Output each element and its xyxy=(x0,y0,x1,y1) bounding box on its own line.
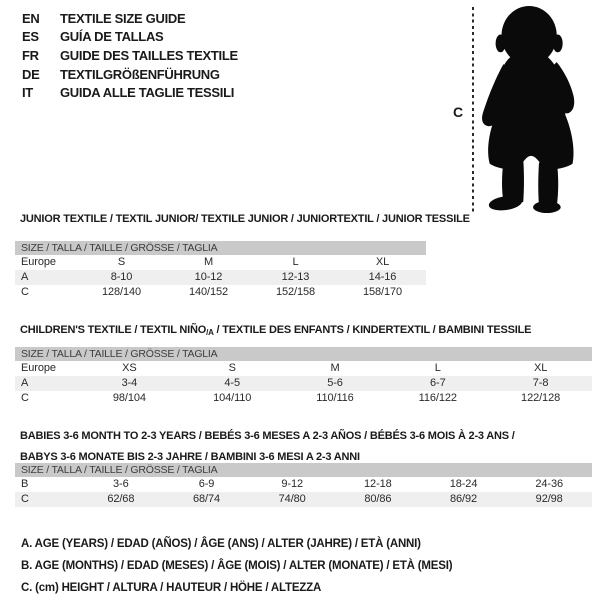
row-label: A xyxy=(21,377,29,389)
age-cell: 14-16 xyxy=(368,271,397,283)
lang-title: GUIDA ALLE TAGLIE TESSILI xyxy=(60,85,235,101)
age-cell: 7-8 xyxy=(532,377,549,389)
lang-row-de xyxy=(22,65,238,84)
months-cell: 3-6 xyxy=(113,478,129,490)
age-cell: 5-6 xyxy=(327,377,343,389)
height-cell: 104/110 xyxy=(213,392,252,404)
height-cell: 92/98 xyxy=(535,493,563,505)
months-cell: 18-24 xyxy=(449,478,478,490)
row-label: C xyxy=(21,493,29,505)
size-cell: M xyxy=(203,256,214,268)
lang-code: EN xyxy=(22,10,40,26)
height-label: C xyxy=(452,104,464,120)
months-cell: 24-36 xyxy=(535,478,564,490)
size-cell: M xyxy=(330,362,340,374)
size-cell: L xyxy=(292,256,299,268)
footnote-age-months: B. AGE (MONTHS) / EDAD (MESES) / ÂGE (MOIS) / ALTER (MONATE) / ETÀ (MESI) xyxy=(21,560,453,572)
months-cell: 9-12 xyxy=(281,478,303,490)
height-cell: 116/122 xyxy=(418,392,457,404)
size-cell: XS xyxy=(122,362,137,374)
table-row-months xyxy=(15,477,592,492)
lang-title: GUÍA DE TALLAS xyxy=(60,29,164,45)
age-cell: 8-10 xyxy=(110,271,133,283)
babies-table-title xyxy=(20,426,515,468)
row-label: B xyxy=(21,478,29,490)
months-cell: 6-9 xyxy=(198,478,215,490)
footnote-height-cm: C. (cm) HEIGHT / ALTURA / HAUTEUR / HÖHE / ALTEZZA xyxy=(21,582,322,594)
size-header-bar: SIZE / TALLA / TAILLE / GRÖSSE / TAGLIA xyxy=(15,241,426,255)
lang-code: IT xyxy=(22,85,33,101)
lang-title: TEXTILGRÖßENFÜHRUNG xyxy=(60,66,220,82)
children-table-title xyxy=(20,324,531,336)
size-cell: XL xyxy=(375,256,390,268)
table-row-height xyxy=(15,391,592,406)
size-cell: L xyxy=(434,362,441,374)
height-cell: 128/140 xyxy=(101,286,142,298)
row-label: C xyxy=(21,392,29,404)
footnote-age-years: A. AGE (YEARS) / EDAD (AÑOS) / ÂGE (ANS) / ALTER (JAHRE) / ETÀ (ANNI) xyxy=(21,538,421,550)
size-header-bar: SIZE / TALLA / TAILLE / GRÖSSE / TAGLIA xyxy=(15,463,592,477)
lang-code: DE xyxy=(22,66,40,82)
lang-title: TEXTILE SIZE GUIDE xyxy=(60,10,186,26)
height-cell: 152/158 xyxy=(275,286,316,298)
table-row-age xyxy=(15,376,592,391)
height-cell: 122/128 xyxy=(521,392,561,404)
age-cell: 10-12 xyxy=(194,271,223,283)
row-label: A xyxy=(21,271,29,283)
lang-row-fr xyxy=(22,46,238,65)
months-cell: 12-18 xyxy=(364,478,392,490)
table-row-height xyxy=(15,285,426,300)
height-measure-dashed-line xyxy=(472,7,474,213)
title-part: CHILDREN'S TEXTILE / TEXTIL NIÑO xyxy=(20,324,207,336)
title-part: / TEXTILE DES ENFANTS / KINDERTEXTIL / BAMBINI TESSILE xyxy=(213,324,532,336)
babies-size-table xyxy=(15,463,592,507)
size-cell: S xyxy=(228,362,236,374)
table-row-europe xyxy=(15,255,426,270)
lang-row-es xyxy=(22,28,238,47)
age-cell: 12-13 xyxy=(281,271,310,283)
size-cell: S xyxy=(117,256,126,268)
age-cell: 3-4 xyxy=(121,377,138,389)
height-cell: 80/86 xyxy=(364,493,392,505)
height-cell: 158/170 xyxy=(362,286,403,298)
children-size-table xyxy=(15,347,592,406)
table-row-age xyxy=(15,270,426,285)
table-row-europe xyxy=(15,361,592,376)
size-cell: XL xyxy=(533,362,548,374)
lang-code: FR xyxy=(22,47,39,63)
babies-title-line1: BABIES 3-6 MONTH TO 2-3 YEARS / BEBÉS 3-6 MESES A 2-3 AÑOS / BÉBÉS 3-6 MOIS À 2-3 ANS / xyxy=(20,430,515,442)
lang-row-en xyxy=(22,9,238,28)
age-cell: 6-7 xyxy=(429,377,446,389)
row-label: Europe xyxy=(21,362,56,374)
age-cell: 4-5 xyxy=(224,377,240,389)
baby-silhouette-icon xyxy=(479,3,598,215)
legend-footnotes xyxy=(21,533,452,599)
height-cell: 110/116 xyxy=(316,392,354,404)
height-cell: 62/68 xyxy=(107,493,135,505)
row-label: Europe xyxy=(21,256,56,268)
babies-title-line2: BABYS 3-6 MONATE BIS 2-3 JAHRE / BAMBINI 3-6 MESI A 2-3 ANNI xyxy=(20,451,360,463)
lang-code: ES xyxy=(22,29,39,45)
height-cell: 68/74 xyxy=(192,493,221,505)
height-cell: 140/152 xyxy=(188,286,229,298)
junior-table-title: JUNIOR TEXTILE / TEXTIL JUNIOR/ TEXTILE JUNIOR / JUNIORTEXTIL / JUNIOR TESSILE xyxy=(20,213,470,225)
height-cell: 86/92 xyxy=(450,493,478,505)
lang-title: GUIDE DES TAILLES TEXTILE xyxy=(60,47,238,63)
height-cell: 98/104 xyxy=(112,392,146,404)
title-subscript: /A xyxy=(206,328,214,337)
junior-size-table xyxy=(15,241,426,300)
language-title-list xyxy=(22,9,238,102)
lang-row-it xyxy=(22,83,238,102)
size-header-bar: SIZE / TALLA / TAILLE / GRÖSSE / TAGLIA xyxy=(15,347,592,361)
height-cell: 74/80 xyxy=(278,493,306,505)
row-label: C xyxy=(21,286,29,298)
table-row-height xyxy=(15,492,592,507)
